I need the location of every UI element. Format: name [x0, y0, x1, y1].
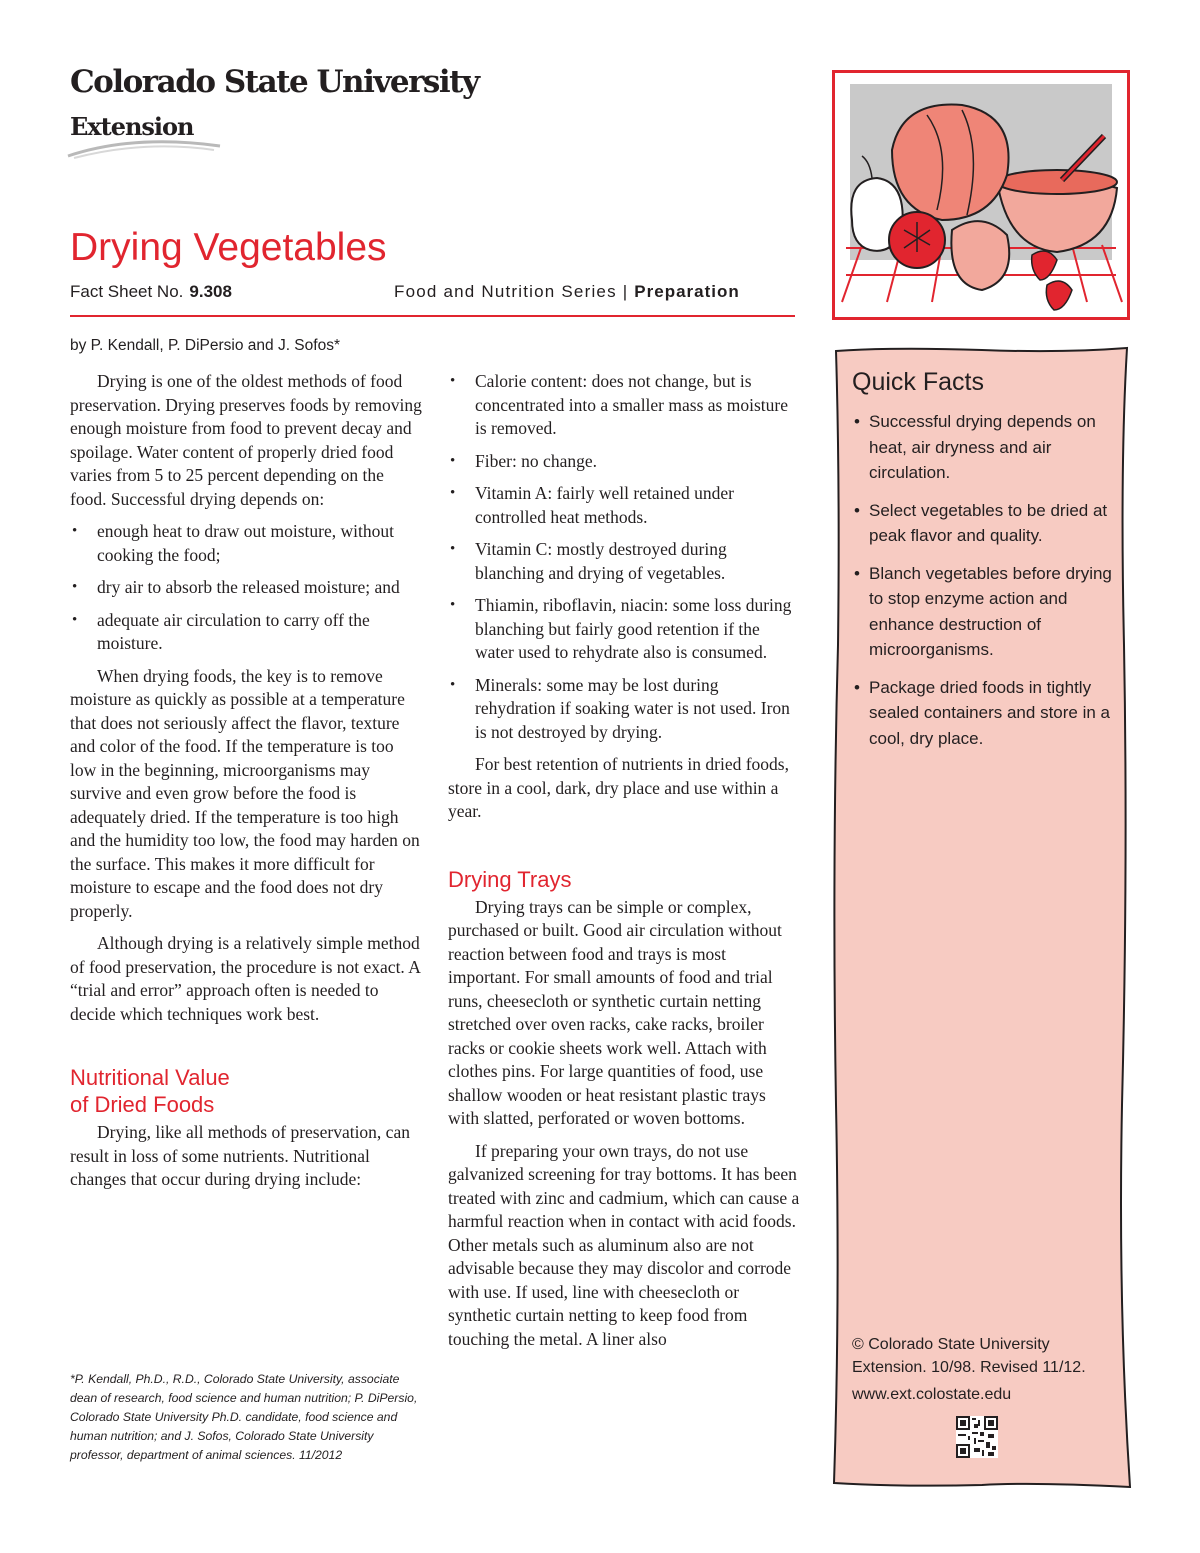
paragraph: If preparing your own trays, do not use galvanized screening for tray bottoms. It has been treated with zinc and cadmium, which can cause a harmful reaction when in contact with acid foods. Other metals such as aluminum also are not advisable because they may discolor and corrode with use. If used, line with cheesecloth or synthetic curtain netting to keep food from touching the metal. A liner also	[448, 1140, 800, 1349]
body-column-1	[70, 370, 422, 1201]
university-wordmark: Colorado State University	[70, 64, 479, 100]
page-title: Drying Vegetables	[70, 226, 387, 269]
paragraph: Drying, like all methods of preservation, can result in loss of some nutrients. Nutritional changes that occur during drying include:	[70, 1122, 410, 1189]
fact-sheet-value: 9.308	[189, 282, 232, 301]
list-item: • Thiamin, riboflavin, niacin: some loss during blanching but fairly good retention if the water used to rehydrate also is consumed.	[448, 594, 800, 665]
quick-fact-item: • Package dried foods in tightly sealed containers and store in a cool, dry place.	[852, 675, 1114, 752]
swoosh-icon	[64, 128, 224, 160]
quick-facts-list	[852, 409, 1114, 751]
list-item: • dry air to absorb the released moisture; and	[70, 576, 422, 600]
series-line	[394, 282, 740, 302]
copyright-notice: © Colorado State University Extension. 10/98. Revised 11/12.	[852, 1336, 1086, 1376]
body-column-2	[448, 370, 800, 1360]
quick-fact-item: • Blanch vegetables before drying to stop enzyme action and enhance destruction of microorganisms.	[852, 561, 1114, 663]
author-footnote: *P. Kendall, Ph.D., R.D., Colorado State University, associate dean of research, food science and human nutrition; P. DiPersio, Colorado State University Ph.D. candidate, food science and human nutrition; and J. Sofos, Colorado State University professor, department of animal sciences. 11/2012	[70, 1372, 418, 1462]
section-heading-trays: Drying Trays	[448, 866, 572, 892]
paragraph: Drying trays can be simple or complex, purchased or built. Good air circulation without reaction between food and trays is most important. For small amounts of food and trial runs, cheesecloth or synthetic curtain netting stretched over oven racks, cake racks, broiler racks or cookie sheets work well. Attach with clothes pins. For large quantities of food, use shallow wooden or heat resistant plastic trays with slatted, perforated or woven bottoms.	[448, 896, 782, 1128]
drying-requirements-list	[70, 520, 422, 656]
list-item: • Vitamin C: mostly destroyed during blanching and drying of vegetables.	[448, 538, 800, 585]
quick-facts	[852, 368, 1114, 763]
list-item: • adequate air circulation to carry off the moisture.	[70, 609, 422, 656]
vegetables-illustration	[832, 70, 1130, 320]
quick-facts-heading: Quick Facts	[852, 368, 984, 396]
quick-fact-item: • Select vegetables to be dried at peak flavor and quality.	[852, 498, 1114, 549]
fact-sheet-label: Fact Sheet No.	[70, 282, 184, 301]
series-category: Preparation	[634, 282, 740, 301]
paragraph: Although drying is a relatively simple method of food preservation, the procedure is not exact. A “trial and error” approach often is needed to decide which techniques work best.	[70, 933, 420, 1024]
qr-code-icon	[956, 1416, 998, 1458]
paragraph: When drying foods, the key is to remove moisture as quickly as possible at a temperature that does not seriously affect the flavor, texture and color of the food. If the temperature is too low in the beginning, microorganisms may survive and even grow before the food is adequately dried. If the temperature is too high and the humidity too low, the food may harden on the surface. This makes it more difficult for moisture to escape and the food does not dry properly.	[70, 665, 420, 921]
heading-line: of Dried Foods	[70, 1092, 215, 1117]
website-link[interactable]: www.ext.colostate.edu	[852, 1386, 1012, 1403]
series-name: Food and Nutrition Series	[394, 282, 617, 301]
list-item: • Calorie content: does not change, but is concentrated into a smaller mass as moisture is removed.	[448, 370, 800, 441]
quick-fact-item: • Successful drying depends on heat, air dryness and air circulation.	[852, 409, 1114, 486]
author-line: by P. Kendall, P. DiPersio and J. Sofos*	[70, 337, 340, 354]
nutrition-changes-list	[448, 370, 800, 744]
paragraph: For best retention of nutrients in dried foods, store in a cool, dark, dry place and use within a year.	[448, 754, 789, 821]
list-item: • Fiber: no change.	[448, 450, 800, 474]
list-item: • Minerals: some may be lost during rehydration if soaking water is not used. Iron is not destroyed by drying.	[448, 674, 800, 745]
series-separator: |	[622, 282, 629, 301]
intro-paragraph: Drying is one of the oldest methods of food preservation. Drying preserves foods by removing enough moisture from food to prevent decay and spoilage. Water content of properly dried food varies from 5 to 25 percent depending on the food. Successful drying depends on:	[70, 371, 422, 509]
fact-sheet-number	[70, 282, 232, 302]
section-heading-nutrition	[70, 1064, 422, 1118]
list-item: • Vitamin A: fairly well retained under controlled heat methods.	[448, 482, 800, 529]
heading-line: Nutritional Value	[70, 1065, 230, 1090]
extension-wordmark: Extension	[70, 112, 194, 141]
list-item: • enough heat to draw out moisture, without cooking the food;	[70, 520, 422, 567]
title-divider	[70, 315, 795, 317]
